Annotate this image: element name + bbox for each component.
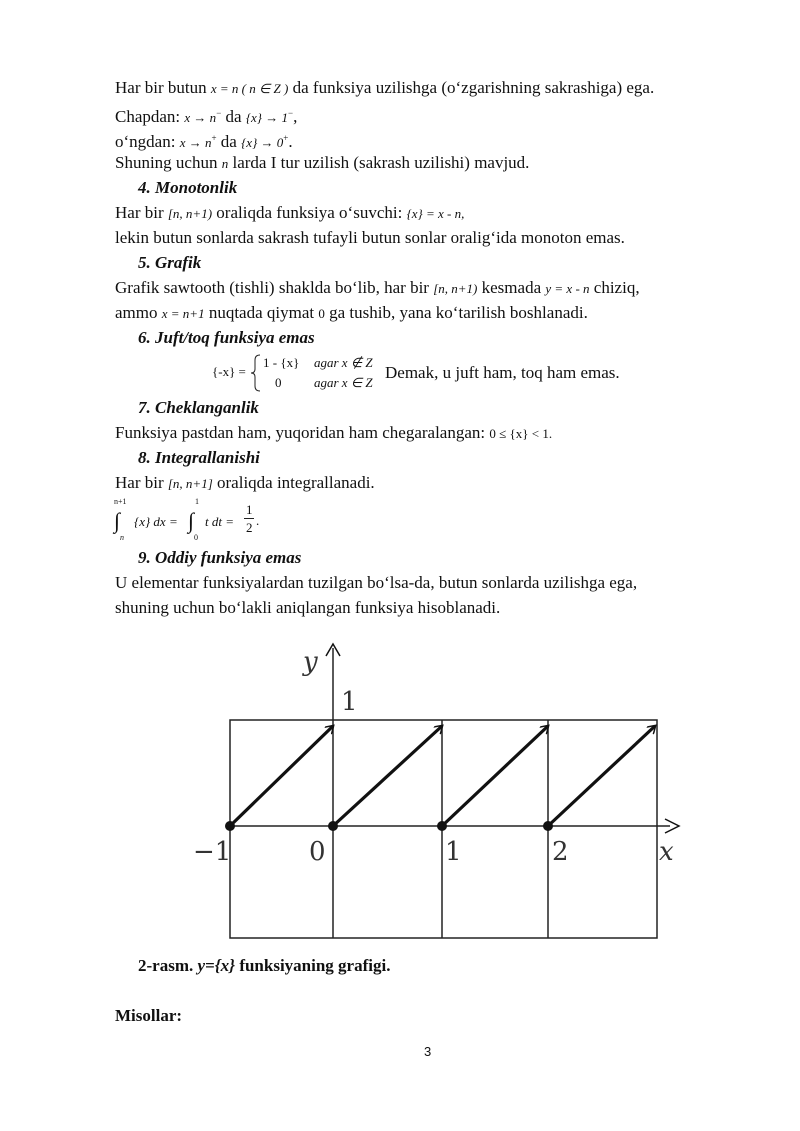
math-inline: {x} → 1 bbox=[245, 110, 288, 125]
math-inline: 0 ≤ {x} < 1. bbox=[489, 426, 553, 441]
oddiy-line-1: U elementar funksiyalardan tuzilgan bo‘lsa-da, butun sonlarda uzilishga ega, bbox=[115, 573, 638, 592]
math-inline: {x} → 0 bbox=[241, 135, 284, 150]
misollar-heading: Misollar: bbox=[115, 1006, 183, 1025]
grafik-line-2 bbox=[115, 303, 588, 324]
math-inline: n bbox=[221, 156, 229, 171]
math-inline: [n, n+1) bbox=[433, 281, 478, 296]
case2-condition: agar x ∈ Z bbox=[314, 375, 373, 390]
x-tick-label: 2 bbox=[552, 837, 569, 867]
text: , bbox=[293, 107, 298, 126]
section-heading-cheklanganlik: 7. Cheklanganlik bbox=[138, 398, 259, 417]
text: oraliqda integrallanadi. bbox=[217, 473, 375, 492]
jump-line-4 bbox=[115, 153, 529, 174]
integral-upper-limit: n+1 bbox=[114, 497, 127, 506]
fraction-bar bbox=[244, 518, 254, 519]
oddiy-line-2: shuning uchun bo‘lakli aniqlangan funksiya hisoblanadi. bbox=[115, 598, 501, 617]
text: da bbox=[220, 132, 237, 151]
cheklanganlik-line-1 bbox=[115, 423, 552, 444]
caption-text: funksiyaning grafigi. bbox=[239, 956, 391, 975]
grafik-line-1 bbox=[115, 278, 640, 299]
section-heading-monotonlik: 4. Monotonlik bbox=[138, 178, 238, 197]
monotonlik-line-1 bbox=[115, 203, 464, 224]
text: da funksiya uzilishga (o‘zgarishning sakrashiga) ega. bbox=[292, 78, 655, 97]
jump-point bbox=[543, 821, 553, 831]
superscript: + bbox=[283, 133, 289, 143]
integral-upper-limit: 1 bbox=[195, 497, 199, 506]
math-inline: {x} = x - n, bbox=[406, 206, 465, 221]
integral-sign-icon: ∫ bbox=[188, 508, 195, 533]
text: Shuning uchun bbox=[115, 153, 218, 172]
text: nuqtada qiymat bbox=[208, 303, 315, 322]
sawtooth-segment bbox=[333, 726, 442, 826]
text: . bbox=[288, 132, 293, 151]
caption-number: 2-rasm. bbox=[138, 956, 194, 975]
jump-line-2 bbox=[115, 103, 297, 128]
text: Har bir bbox=[115, 203, 164, 222]
text: chiziq, bbox=[593, 278, 640, 297]
math-inline: y = x - n bbox=[545, 281, 590, 296]
math-inline: x = n+1 bbox=[161, 306, 205, 321]
section-heading-grafik: 5. Grafik bbox=[138, 253, 202, 272]
x-tick-label: 1 bbox=[445, 837, 462, 867]
jump-line-1 bbox=[115, 78, 654, 99]
jump-point bbox=[437, 821, 447, 831]
x-axis-label: x bbox=[659, 837, 674, 867]
sawtooth-segment bbox=[548, 726, 655, 826]
math-inline: [n, n+1] bbox=[167, 476, 213, 491]
math-inline: x = n ( n ∈ Z ) bbox=[210, 81, 289, 96]
section-heading-integrallanishi: 8. Integrallanishi bbox=[138, 448, 260, 467]
text: Chapdan: bbox=[115, 107, 181, 126]
text: larda I tur uzilish (sakrash uzilishi) mavjud. bbox=[232, 153, 530, 172]
text: Har bir bbox=[115, 473, 164, 492]
figure-caption bbox=[138, 956, 390, 976]
x-tick-label: 0 bbox=[309, 837, 326, 867]
integrallanishi-line-1 bbox=[115, 473, 375, 494]
math-inline: x → n bbox=[184, 110, 217, 125]
text: Funksiya pastdan ham, yuqoridan ham chegaralangan: bbox=[115, 423, 486, 442]
text: da bbox=[225, 107, 242, 126]
integral-body: t dt = bbox=[205, 514, 234, 529]
fraction-numerator: 1 bbox=[246, 502, 253, 517]
text: oraliqda funksiya o‘suvchi: bbox=[216, 203, 403, 222]
integral-lower-limit: n bbox=[120, 533, 124, 542]
case1-condition: agar x ∉ Z bbox=[314, 355, 373, 370]
y-axis-label: y bbox=[303, 647, 318, 677]
integral-body: {x} dx = bbox=[134, 514, 178, 529]
page-number: 3 bbox=[424, 1044, 432, 1059]
text: Grafik sawtooth (tishli) shaklda bo‘lib, har bir bbox=[115, 278, 429, 297]
text: Har bir butun bbox=[115, 78, 207, 97]
formula-end: . bbox=[256, 513, 260, 528]
text: ga tushib, yana ko‘tarilish boshlanadi. bbox=[329, 303, 588, 322]
y-tick-label: 1 bbox=[341, 687, 358, 717]
math-inline: x → n bbox=[179, 135, 212, 150]
case2-value: 0 bbox=[275, 375, 282, 390]
text: o‘ngdan: bbox=[115, 132, 176, 151]
text: kesmada bbox=[481, 278, 542, 297]
caption-formula: y={x} bbox=[197, 956, 236, 975]
integral-sign-icon: ∫ bbox=[114, 508, 121, 533]
sawtooth-graph bbox=[185, 640, 695, 940]
jump-line-3 bbox=[115, 128, 293, 153]
integral-lower-limit: 0 bbox=[194, 533, 198, 542]
piecewise-lhs: {-x} = bbox=[212, 364, 246, 379]
case1-value: 1 - {x} bbox=[263, 355, 300, 370]
jump-point bbox=[225, 821, 235, 831]
text: ammo bbox=[115, 303, 158, 322]
section-heading-oddiy-funksiya: 9. Oddiy funksiya emas bbox=[138, 548, 302, 567]
fraction-denominator: 2 bbox=[246, 520, 253, 535]
graph-grid bbox=[230, 648, 670, 938]
juft-toq-conclusion: Demak, u juft ham, toq ham emas. bbox=[385, 363, 620, 382]
x-tick-label: −1 bbox=[193, 837, 232, 867]
superscript: − bbox=[216, 108, 222, 118]
sawtooth-segment bbox=[230, 726, 333, 826]
sawtooth-segment bbox=[442, 726, 548, 826]
superscript: − bbox=[287, 108, 294, 118]
left-brace-icon bbox=[250, 354, 262, 392]
section-heading-juft-toq: 6. Juft/toq funksiya emas bbox=[138, 328, 315, 347]
jump-point bbox=[328, 821, 338, 831]
superscript: + bbox=[211, 133, 217, 143]
math-inline: [n, n+1) bbox=[167, 206, 213, 221]
monotonlik-line-2: lekin butun sonlarda sakrash tufayli butun sonlar oralig‘ida monoton emas. bbox=[115, 228, 625, 247]
math-inline: 0 bbox=[318, 306, 325, 321]
